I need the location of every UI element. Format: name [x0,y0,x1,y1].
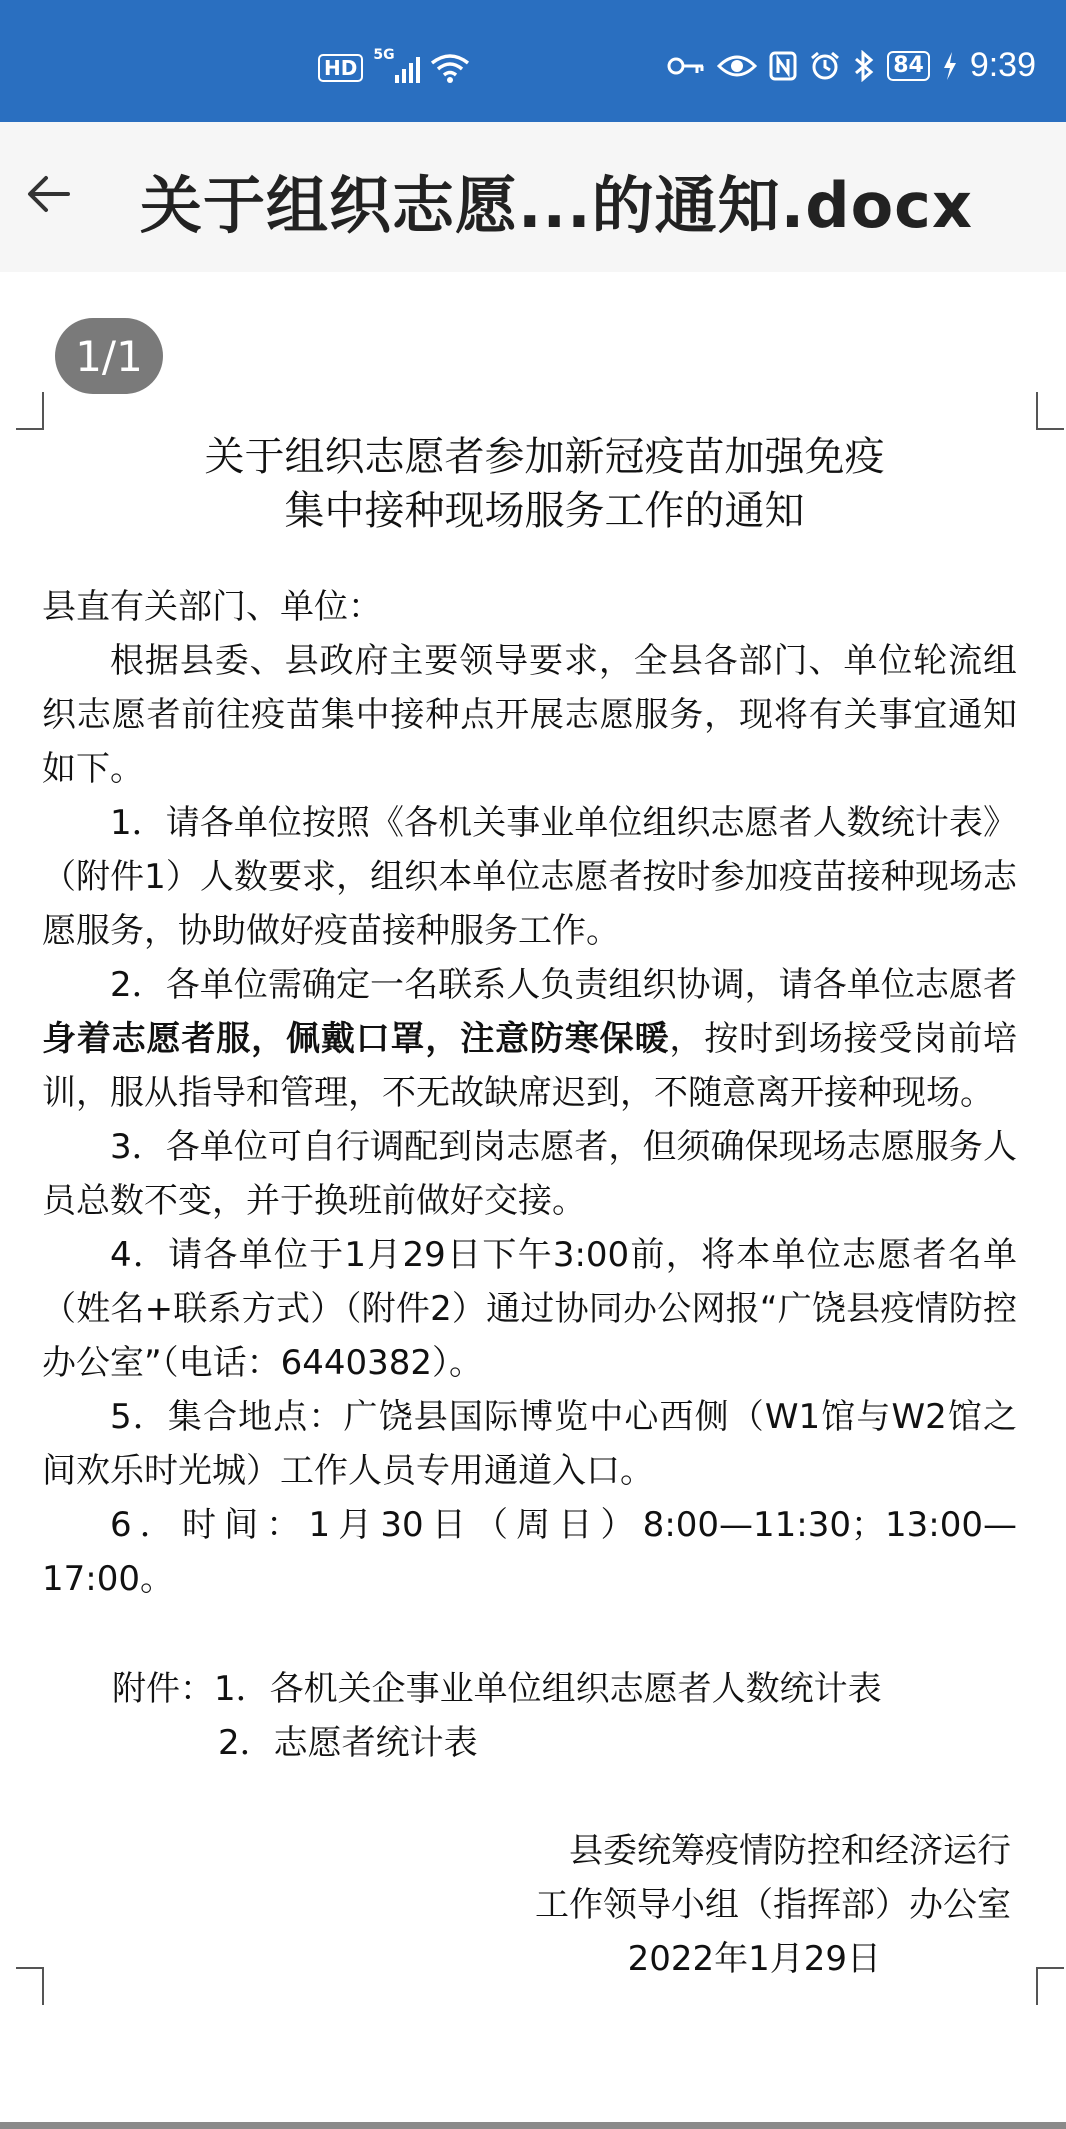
signature-line2: 工作领导小组（指挥部）办公室 [535,1885,1011,1925]
item-2-bold: 身着志愿者服，佩戴口罩，注意防寒保暖 [42,1019,670,1059]
item-6: 6．时间：1月30日（周日）8:00—11:30；13:00—17:00。 [42,1505,1017,1599]
page-corner-mark [16,1967,44,2005]
bluetooth-icon [853,50,875,82]
key-icon [667,54,705,78]
page-corner-mark [1036,392,1064,430]
item-5: 5．集合地点：广饶县国际博览中心西侧（W1馆与W2馆之间欢乐时光城）工作人员专用通道入口。 [42,1397,1017,1491]
item-2 [42,958,1017,1120]
item-2-start: 2．各单位需确定一名联系人负责组织协调，请各单位志愿者 [110,965,1017,1005]
intro-paragraph: 根据县委、县政府主要领导要求，全县各部门、单位轮流组织志愿者前往疫苗集中接种点开展志愿服务，现将有关事宜通知如下。 [42,641,1017,789]
item-3: 3．各单位可自行调配到岗志愿者，但须确保现场志愿服务人员总数不变，并于换班前做好交接。 [42,1127,1017,1221]
app-bar [0,122,1066,272]
charging-icon [942,51,958,81]
notice-heading [42,430,1017,538]
item-1: 1．请各单位按照《各机关事业单位组织志愿者人数统计表》（附件1）人数要求，组织本单位志愿者按时参加疫苗接种现场志愿服务，协助做好疫苗接种服务工作。 [42,803,1017,951]
document-title: 关于组织志愿...的通知.docx [140,169,973,242]
attachments [42,1662,1017,1770]
network-type-label: 5G [373,47,395,63]
eye-icon [717,53,757,79]
attachment-2: 2．志愿者统计表 [218,1723,478,1763]
battery-icon: 84 [887,51,930,81]
back-button[interactable] [18,164,78,224]
bottom-divider [0,2122,1066,2129]
item-4: 4．请各单位于1月29日下午3:00前，将本单位志愿者名单（姓名+联系方式）（附件2）通过协同办公网报“广饶县疫情防控办公室”（电话：6440382）。 [42,1235,1017,1383]
signature-date: 2022年1月29日 [627,1939,881,1979]
alarm-icon [809,50,841,82]
status-right [667,46,1036,85]
page-indicator: 1/1 [55,318,163,394]
cellular-signal-icon [373,47,420,83]
status-time: 9:39 [969,46,1036,84]
wifi-icon [430,52,470,84]
notice-title-line2: 集中接种现场服务工作的通知 [284,488,805,534]
item-2-end: ，按时到场接受岗前培训，服从指导和管理，不无故缺席迟到，不随意离开接种现场。 [42,1019,1018,1113]
signature-line1: 县委统筹疫情防控和经济运行 [569,1831,1011,1871]
signature-block [42,1824,1017,1986]
hd-icon: HD [318,54,363,82]
page-corner-mark [16,392,44,430]
attachment-1: 附件：1．各机关企事业单位组织志愿者人数统计表 [112,1669,882,1709]
salutation: 县直有关部门、单位： [42,587,382,627]
arrow-left-icon [26,174,70,214]
document-body [42,430,1017,1986]
status-left [318,47,470,84]
notice-title-line1: 关于组织志愿者参加新冠疫苗加强免疫 [204,434,885,480]
page-corner-mark [1036,1967,1064,2005]
nfc-icon [769,51,797,81]
status-bar [0,0,1066,122]
